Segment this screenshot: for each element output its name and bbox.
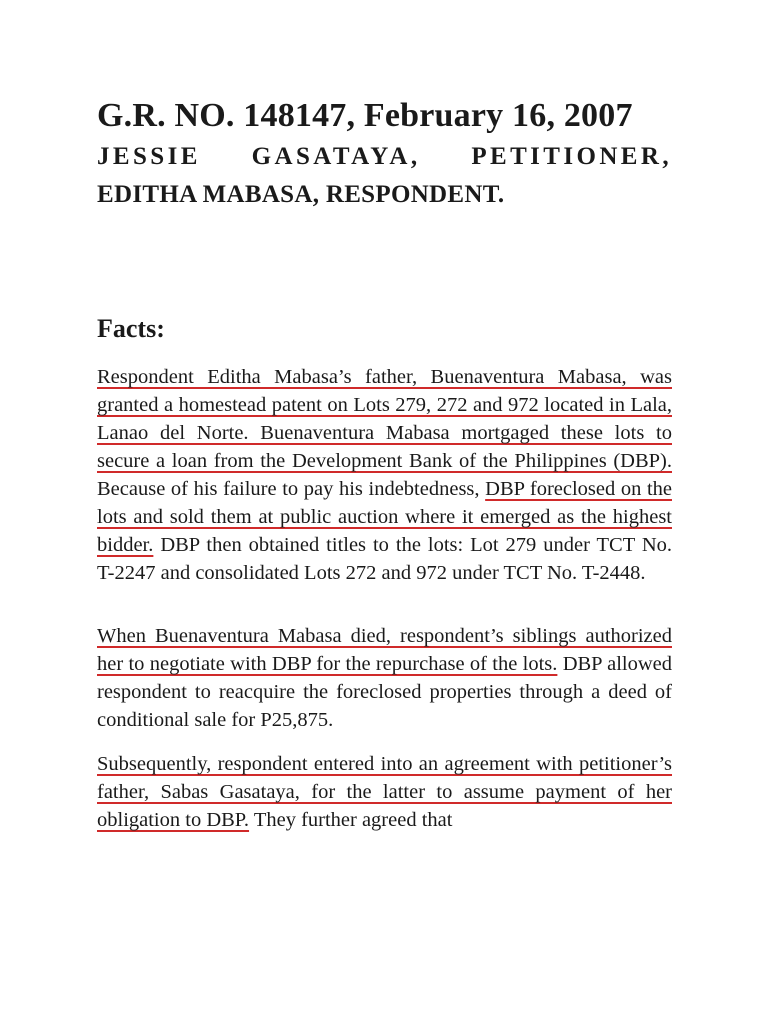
highlighted-text: When Buenaventura Mabasa died, respondent’s siblings authorized her to negotiate with DBP for the repurchase of the lots. — [97, 625, 672, 675]
highlighted-text: DBP foreclosed on the lots and sold them at public auction where it emerged as the highest bidder. — [97, 478, 672, 556]
paragraph — [97, 750, 672, 834]
case-title: G.R. NO. 148147, February 16, 2007 — [97, 97, 633, 134]
document-page — [97, 94, 672, 834]
highlighted-text: Subsequently, respondent entered into an agreement with petitioner’s father, Sabas Gasataya, for the latter to assume payment of her obligation to DBP. — [97, 753, 672, 831]
case-parties — [97, 138, 672, 214]
body-text: DBP then obtained titles to the lots: Lot 279 under TCT No. T-2247 and consolidated Lots 272 and 972 under TCT No. T-2448. — [97, 534, 672, 584]
paragraph — [97, 363, 672, 587]
facts-heading: Facts: — [97, 314, 165, 343]
body-text: They further agreed that — [249, 809, 453, 831]
petitioner-line: JESSIE GASATAYA, PETITIONER, — [97, 143, 672, 170]
respondent-line: EDITHA MABASA, RESPONDENT. — [97, 181, 505, 208]
body-text: DBP allowed respondent to reacquire the foreclosed properties through a deed of conditional sale for P25,875. — [97, 653, 672, 731]
body-text: Because of his failure to pay his indebtedness, — [97, 478, 486, 500]
highlighted-text: Respondent Editha Mabasa’s father, Buenaventura Mabasa, was granted a homestead patent on Lots 279, 272 and 972 located in Lala, Lanao del Norte. Buenaventura Mabasa mortgaged these lots to secure a loan from the Development Bank of the Philippines (DBP). — [97, 366, 672, 472]
paragraph — [97, 622, 672, 734]
